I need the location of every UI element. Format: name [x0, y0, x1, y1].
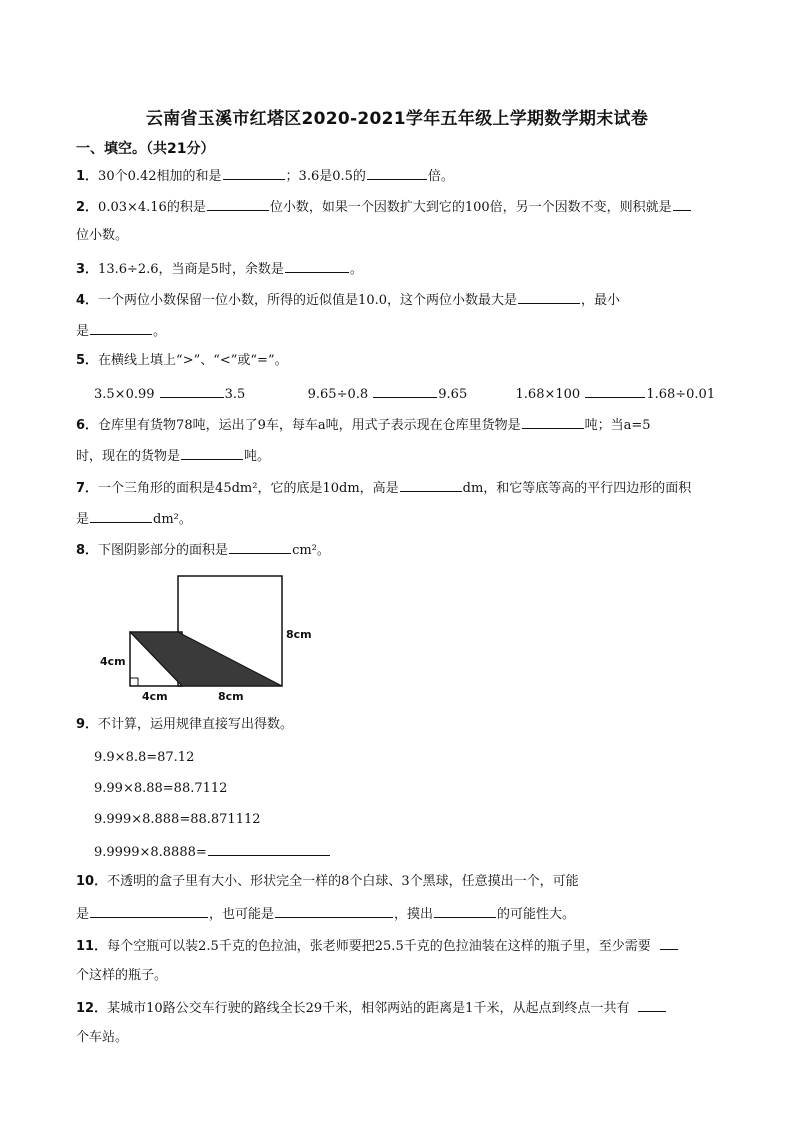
question-number: 4．	[76, 293, 99, 308]
question-text: 的可能性大。	[497, 907, 576, 922]
question-text: 是	[76, 324, 90, 339]
answer-blank[interactable]	[522, 415, 584, 429]
question-text: 位小数。	[76, 228, 129, 243]
question-text: 仓库里有货物78吨，运出了9车，每车a吨，用式子表示现在仓库里货物是	[98, 418, 521, 433]
question-5	[76, 352, 756, 370]
pattern-line: 9.999×8.888=88.871112	[94, 812, 261, 827]
question-9	[76, 716, 756, 734]
answer-blank[interactable]	[207, 197, 269, 211]
question-number: 9．	[76, 717, 99, 732]
question-8	[76, 540, 756, 560]
question-text: ，最小	[581, 293, 621, 308]
answer-blank[interactable]	[434, 904, 496, 918]
question-number: 1．	[76, 169, 99, 184]
answer-blank[interactable]	[160, 384, 224, 398]
question-number: 7．	[76, 481, 99, 496]
question-text: 一个两位小数保留一位小数，所得的近似值是10.0，这个两位小数最大是	[98, 293, 517, 308]
question-text: 是	[76, 907, 90, 922]
question-text: 吨；当a=5	[584, 418, 651, 433]
question-text: 时，现在的货物是	[76, 449, 181, 464]
question-3	[76, 259, 756, 279]
question-text: 吨。	[244, 449, 271, 464]
comparison-right: 1.68÷0.01	[646, 387, 716, 402]
comparison-right: 9.65	[438, 387, 468, 402]
question-4-cont	[76, 321, 756, 341]
question-2	[76, 197, 756, 217]
answer-blank[interactable]	[181, 446, 243, 460]
question-12-cont	[76, 1029, 756, 1047]
label-right: 8cm	[286, 628, 312, 641]
question-text: 在横线上填上“>”、“<”或“=”。	[98, 353, 288, 368]
comparison-left: 9.65÷0.8	[307, 387, 369, 402]
question-7-cont	[76, 509, 756, 529]
question-text: dm，和它等底等高的平行四边形的面积	[462, 481, 692, 496]
question-text: 。	[153, 324, 167, 339]
answer-blank[interactable]	[367, 166, 427, 180]
comparison-right: 3.5	[224, 387, 246, 402]
answer-blank[interactable]	[673, 197, 691, 211]
question-text: 下图阴影部分的面积是	[98, 543, 229, 558]
comparison-left: 1.68×100	[515, 387, 581, 402]
question-text: ，也可能是	[209, 907, 275, 922]
question-10	[76, 873, 756, 891]
question-text: 不计算，运用规律直接写出得数。	[98, 717, 294, 732]
comparison-left: 3.5×0.99	[94, 387, 155, 402]
comparison-row	[94, 384, 774, 404]
question-text: 30个0.42相加的和是	[98, 169, 222, 184]
question-text: 一个三角形的面积是45dm²，它的底是10dm，高是	[98, 481, 399, 496]
question-text: 每个空瓶可以装2.5千克的色拉油，张老师要把25.5千克的色拉油装在这样的瓶子里，至少需要	[107, 939, 651, 954]
question-text: 0.03×4.16的积是	[98, 200, 206, 215]
question-text: 位小数，如果一个因数扩大到它的100倍，另一个因数不变，则积就是	[269, 200, 672, 215]
question-number: 6．	[76, 418, 99, 433]
label-left: 4cm	[100, 655, 126, 668]
question-11	[76, 936, 756, 956]
right-angle-mark	[130, 678, 138, 686]
page-title: 云南省玉溪市红塔区2020-2021学年五年级上学期数学期末试卷	[145, 109, 649, 129]
question-number: 10．	[76, 874, 108, 889]
answer-blank[interactable]	[660, 936, 678, 950]
question-number: 11．	[76, 939, 108, 954]
question-text: dm²。	[153, 512, 192, 527]
label-bottom-left: 4cm	[142, 690, 168, 703]
answer-blank[interactable]	[275, 904, 393, 918]
label-bottom-right: 8cm	[218, 690, 244, 703]
shaded-area-figure	[96, 570, 326, 706]
question-text: cm²。	[292, 543, 330, 558]
question-4	[76, 290, 756, 310]
pattern-text: 9.9999×8.8888=	[94, 845, 207, 860]
section-heading: 一、填空。（共21分）	[76, 141, 215, 157]
question-11-cont	[76, 967, 756, 985]
question-number: 8．	[76, 543, 99, 558]
question-text: 个车站。	[76, 1030, 129, 1045]
question-2-cont	[76, 227, 756, 245]
shaded-region	[130, 632, 282, 686]
question-number: 12．	[76, 1001, 108, 1016]
question-text: 个这样的瓶子。	[76, 968, 168, 983]
question-text: 。	[349, 262, 363, 277]
question-number: 3．	[76, 262, 99, 277]
answer-blank[interactable]	[90, 321, 152, 335]
answer-blank[interactable]	[638, 998, 666, 1012]
question-12	[76, 998, 756, 1018]
answer-blank[interactable]	[90, 509, 152, 523]
question-number: 5．	[76, 353, 99, 368]
question-text: ；3.6是0.5的	[285, 169, 366, 184]
question-text: 不透明的盒子里有大小、形状完全一样的8个白球、3个黑球，任意摸出一个，可能	[107, 874, 579, 889]
pattern-line: 9.99×8.88=88.7112	[94, 781, 228, 796]
answer-blank[interactable]	[223, 166, 285, 180]
question-10-cont	[76, 904, 756, 924]
question-text: 是	[76, 512, 90, 527]
answer-blank[interactable]	[400, 478, 462, 492]
pattern-line	[94, 842, 774, 862]
pattern-line: 9.9×8.8=87.12	[94, 750, 195, 765]
question-7	[76, 478, 756, 498]
question-text: ，摸出	[394, 907, 434, 922]
question-text: 13.6÷2.6，当商是5时，余数是	[98, 262, 284, 277]
answer-blank[interactable]	[208, 842, 330, 856]
answer-blank[interactable]	[285, 259, 349, 273]
answer-blank[interactable]	[518, 290, 580, 304]
question-text: 某城市10路公交车行驶的路线全长29千米，相邻两站的距离是1千米，从起点到终点一共有	[107, 1001, 630, 1016]
answer-blank[interactable]	[585, 384, 645, 398]
answer-blank[interactable]	[373, 384, 437, 398]
answer-blank[interactable]	[90, 904, 208, 918]
question-6	[76, 415, 756, 435]
question-number: 2．	[76, 200, 99, 215]
question-text: 倍。	[427, 169, 454, 184]
question-6-cont	[76, 446, 756, 466]
answer-blank[interactable]	[229, 540, 291, 554]
question-1	[76, 166, 756, 186]
